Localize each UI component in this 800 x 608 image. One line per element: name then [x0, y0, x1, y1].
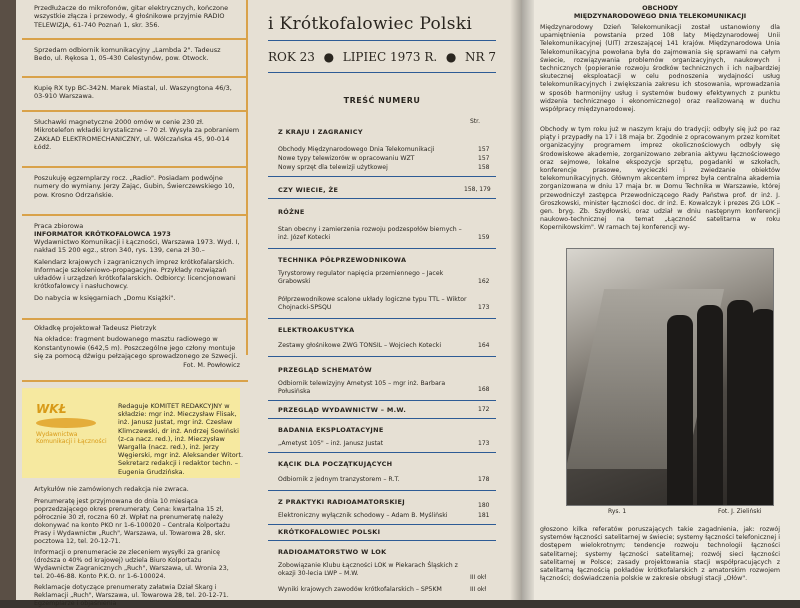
toc-entry: Odbiornik telewizyjny Ametyst 105 – mgr inż. Barbara Połusińska — [278, 380, 446, 395]
toc-section: KRÓTKOFALOWIEC POLSKI — [278, 528, 381, 536]
toc-page: III okł — [470, 586, 487, 593]
prenumerata-note: Prenumeratę jest przyjmowana do dnia 10 miesiąca poprzedzającego okres prenumeraty. Cena: kwartalna 15 zł, półrocznie 30 zł, roczna 60 zł. Wpłat na prenumeratę należy dokonywać na konto PKO nr 1-6-100020 – Centrala Kolportażu Prasy i Wydawnictw „Ruch", Warszawa, ul. Towarowa 28, skr. pocztowa 12, tel. 20-12-71. — [34, 498, 230, 545]
toc-section: ELEKTROAKUSTYKA — [278, 326, 355, 334]
okladka-text: Okładkę projektował Tadeusz Pietrzyk — [34, 324, 157, 332]
toc-rule — [268, 400, 496, 401]
toc-rule — [268, 198, 496, 199]
toc-section: BADANIA EKSPLOATACYJNE — [278, 426, 384, 434]
publisher-logo — [36, 402, 114, 466]
classified-ad-4: Słuchawki magnetyczne 2000 omów w cenie 230 zł. Mikrotelefon wkładki krystaliczne – 70 zł. Wysyła za pobraniem ZAKŁAD ELEKTROMECHANICZNY, ul. Wólczańska 45, 90-014 Łódź. — [34, 118, 240, 152]
toc-rule — [268, 452, 496, 453]
page-edge — [0, 0, 16, 600]
toc-section: CZY WIECIE, ŻE — [278, 186, 339, 194]
toc-rule — [268, 524, 496, 525]
divider — [22, 380, 248, 382]
toc-section: Z PRAKTYKI RADIOAMATORSKIEJ — [278, 498, 405, 506]
article-paragraph-2: Obchody w tym roku już w naszym kraju do tradycji; odbyły się już po raz piąty i przypadły na 17 i 18 maja br. Zgodnie z opracowanym przez komitet organizacyjny programem imprez okolicznościowych odbyły się środowiskowe akademie, zorganizowano zebrania aktywu łącznościowego oraz sejmowe, lokalne ekspozycje sprzętu, pogadanki w szkołach, konferencje prasowe, wycieczki i zwiedzanie obiektów telekomunikacyjnych. Głównym akcentem imprez była centralna akademia zorganizowana w dniu 17 maja br. w Domu Technika w Warszawie, której przewodniczył zastępca Przewodniczącego Rady Państwa prof. dr inż. J. Groszkowski, minister łączności doc. dr inż. E. Kowalczyk i prezes ZG LOK – gen. bryg. Zb. Szydłowski, oraz udział w dniu następnym konferencji naukowo-technicznej na temat „Łączność satelitarna w roku Kopernikowskim". W ramach tej konferencji wy- — [540, 126, 780, 232]
article-photo — [566, 248, 774, 506]
cover-description: Na okładce: fragment budowanego masztu radiowego w Konstantynowie (642,5 m). Poszczególne jego człony montuje się za pomocą dźwigu pełzającego sprowadzonego ze Szwecji. — [34, 335, 238, 361]
cover-credit — [34, 324, 240, 369]
toc-page: 164 — [478, 342, 490, 349]
logo-wing-icon — [36, 418, 96, 428]
toc-page: 158 — [478, 164, 490, 171]
toc-page: 157 — [478, 146, 490, 153]
toc-section: RÓŻNE — [278, 208, 305, 216]
toc-section: RADIOAMATORSTWO W LOK — [278, 548, 387, 556]
toc-entry: Zestawy głośnikowe ZWG TONSIL – Wojciech Kotecki — [278, 342, 442, 349]
toc-section: KĄCIK DLA POCZĄTKUJĄCYCH — [278, 460, 393, 468]
informator-body: Wydawnictwo Komunikacji i Łączności, Warszawa 1973. Wyd. I, nakład 15 200 egz., stron 340, rys. 139, cena zł 30.– — [34, 238, 240, 254]
artykulow-note: Artykułów nie zamówionych redakcja nie zwraca. — [34, 486, 189, 493]
toc-section: PRZEGLĄD WYDAWNICTW – M.W. — [278, 406, 407, 414]
classified-ad-5: Poszukuję egzemplarzy rocz. „Radio". Posiadam podwójne numery do wymiany. Jerzy Zając, Gubin, Świerczewskiego 10, pow. Krosno Odrzańskie. — [34, 174, 235, 199]
toc-rule — [268, 356, 496, 357]
informator-desc: Kalendarz krajowych i zagranicznych imprez krótkofalarskich. Informacje szkoleniowo-propagacyjne. Przykłady rozwiązań układów i urządzeń krótkofalarskich. Odbiorcy: licencjonowani krótkofalowcy i nasłuchowcy. — [34, 258, 236, 290]
toc-rule — [268, 176, 496, 177]
toc-entry: Stan obecny i zamierzenia rozwoju podzespołów biernych – inż. Józef Kotecki — [278, 226, 462, 241]
divider — [22, 110, 248, 112]
toc-page: 172 — [478, 406, 490, 413]
photo-figure — [727, 300, 753, 505]
orange-vertical-rule — [246, 0, 248, 355]
reklamacje-note: Reklamacje dotyczące prenumeraty załatwia Dział Skarg i Reklamacji „Ruch", Warszawa, ul. Towarowa 28, tel. 20-12-71. — [34, 584, 229, 599]
toc-rule — [268, 248, 496, 249]
photo-credit-right: Fot. J. Zieliński — [718, 508, 762, 515]
toc-entry: Wyniki krajowych zawodów krótkofalarskich – SP5KM — [278, 586, 442, 593]
classified-ad-3: Kupię RX typ BC-342N. Marek Miastal, ul. Waszyngtona 46/3, 03-910 Warszawa. — [34, 84, 232, 101]
toc-page: 157 — [478, 155, 490, 162]
toc-entry: Elektroniczny wyłącznik schodowy – Adam B. Myśliński — [278, 512, 448, 519]
photo-credit: Fot. M. Powłowicz — [183, 360, 240, 369]
article-heading — [540, 4, 780, 20]
divider — [22, 76, 248, 78]
article-heading-line2: MIĘDZYNARODOWEGO DNIA TELEKOMUNIKACJI — [573, 12, 747, 20]
toc-page: 180 — [478, 502, 490, 509]
toc-entry: Nowy sprzęt dla telewizji użytkowej — [278, 164, 388, 171]
toc-rule — [268, 490, 496, 491]
toc-page: 178 — [478, 476, 490, 483]
toc-entry: Obchody Międzynarodowego Dnia Telekomunikacji — [278, 146, 435, 153]
article-paragraph-1: Międzynarodowy Dzień Telekomunikacji został ustanowiony dla upamiętnienia powstania przed 108 laty Międzynarodowej Unii Telekomunikacyjnej (UIT) zrzeszającej 141 krajów. Międzynarodowa Unia Telekomunikacyjna powołana była do zajmowania się sprawami na całym świecie, rozwiązywania problemów organizacyjnych, naukowych i technicznych (popieranie rozwoju środków technicznych i ich najbardziej skutecznej eksploatacji w celu podnoszenia wydajności usług telekomunikacyjnych i zwiększania zakresu ich stosowania, wprowadzania w sposób harmonijny usług i systemów budowy efektywnych z punktu widzenia technicznego i ekonomicznego) oraz realizowaną w duchu współpracy międzynarodowej. — [540, 24, 780, 114]
toc-heading: TREŚĆ NUMERU — [343, 96, 421, 105]
classified-ad-1: Przedłużacze do mikrofonów, gitar elektrycznych, kończone wszystkie złącza i przewody, 4 głośnikowe przyjmie RADIO TELEWIZJA, 61-740 Poznań 1, skr. 356. — [34, 4, 229, 29]
toc-page: 158, 179 — [464, 186, 491, 193]
toc-page: 173 — [478, 304, 490, 311]
toc-entry: Odbiornik z jednym tranzystorem – R.T. — [278, 476, 400, 483]
editorial-committee: Redaguje KOMITET REDAKCYJNY w składzie: mgr inż. Mieczysław Flisak, inż. Janusz Justat, mgr inż. Czesław Klimczewski, dr inż. Andrzej Sowiński (z-ca nacz. red.), inż. Mieczysław Wargalla (nacz. red.), inż. Jerzy Węgierski, mgr inż. Aleksander Witort. Sekretarz redakcji i redaktor techn. – Eugenia Grudzińska. — [118, 402, 244, 476]
egzemplarze-note: Egzemplarze i objaśnienia — [34, 600, 117, 607]
article-heading-line1: OBCHODY — [642, 4, 678, 12]
gutter-shadow — [510, 0, 534, 600]
logo-caption: Wydawnictwa Komunikacji i Łączności — [36, 431, 107, 445]
bullet-icon: ● — [323, 50, 335, 64]
toc-page: 168 — [478, 386, 490, 393]
praca-label: Praca zbiorowa — [34, 222, 84, 230]
toc-page: 181 — [478, 512, 490, 519]
divider — [22, 214, 248, 216]
toc-entry: Nowe typy telewizorów w opracowaniu WZT — [278, 155, 415, 162]
divider — [22, 318, 248, 320]
toc-page: III okł — [470, 574, 487, 581]
toc-entry: „Ametyst 105" – inż. Janusz Justat — [278, 440, 384, 447]
toc-section: Z KRAJU I ZAGRANICY — [278, 128, 363, 136]
informator-title: INFORMATOR KRÓTKOFALOWCA 1973 — [34, 230, 171, 238]
toc-rule — [268, 318, 496, 319]
issue-line — [268, 50, 496, 64]
divider — [22, 166, 248, 168]
toc-entry: Półprzewodnikowe scalone układy logiczne typu TTL – Wiktor Chojnacki-SPSQU — [278, 296, 467, 311]
divider — [22, 38, 248, 40]
toc-page: 173 — [478, 440, 490, 447]
informacje-note: Informacji o prenumeracie ze zleceniem wysyłki za granicę (droższa o 40% od krajowej) udziela Biuro Kolportażu Wydawnictw Zagranicznych „Ruch", Warszawa, ul. Wronia 23, tel. 20-46-88. Konto P.K.O. nr 1-6-100024. — [34, 549, 229, 580]
toc-page: 162 — [478, 278, 490, 285]
magazine-title: i Krótkofalowiec Polski — [268, 14, 473, 34]
page-column-label: Str. — [470, 118, 480, 125]
article-paragraph-3: głoszono kilka referatów poruszających takie zagadnienia, jak: rozwój systemów łączności satelitarnej w świecie; systemy łączności telefonicznej i dostępem wielokrotnym; tendencje rozwoju technologii łączności satelitarnej; systemy łączności satelitarnej; rozwój sieci łączności satelitarnej w Polsce; zasady projektowania stacji współpracujących z satelitarną łącznością pokładów krótkofalarskich z amatorskim rozwojem łączności; doświadczenia polskie w zakresie obsługi stacji „Ołów". — [540, 526, 780, 583]
subscription-info — [34, 486, 240, 608]
photo-figure — [697, 305, 723, 505]
toc-entry: Tyrystorowy regulator napięcia przemiennego – Jacek Grabowski — [278, 270, 444, 285]
photo-label: Rys. 1 — [608, 508, 627, 515]
do-nabycia: Do nabycia w księgarniach „Domu Książki". — [34, 294, 176, 302]
photo-figure — [667, 315, 693, 505]
book-notice — [34, 222, 240, 302]
classified-ad-2: Sprzedam odbiornik komunikacyjny „Lambda 2". Tadeusz Bedo, ul. Rękosa 1, 05-430 Celestynów, pow. Otwock. — [34, 46, 221, 63]
issue-month: LIPIEC 1973 R. — [342, 50, 438, 64]
toc-rule — [268, 418, 496, 419]
bullet-icon: ● — [445, 50, 457, 64]
toc-section: TECHNIKA PÓŁPRZEWODNIKOWA — [278, 256, 407, 264]
masthead-rule — [268, 72, 496, 73]
toc-page: 159 — [478, 234, 490, 241]
issue-year: ROK 23 — [268, 50, 315, 64]
toc-rule — [268, 540, 496, 541]
masthead-rule — [268, 40, 496, 41]
photo-figure — [751, 309, 774, 505]
logo-word: WKŁ — [36, 402, 67, 416]
toc-entry: Zobowiązanie Klubu Łączności LOK w Piekarach Śląskich z okazji 30-lecia LWP – M.W. — [278, 562, 458, 577]
toc-section: PRZEGLĄD SCHEMATÓW — [278, 366, 372, 374]
issue-number: NR 7 — [465, 50, 496, 64]
